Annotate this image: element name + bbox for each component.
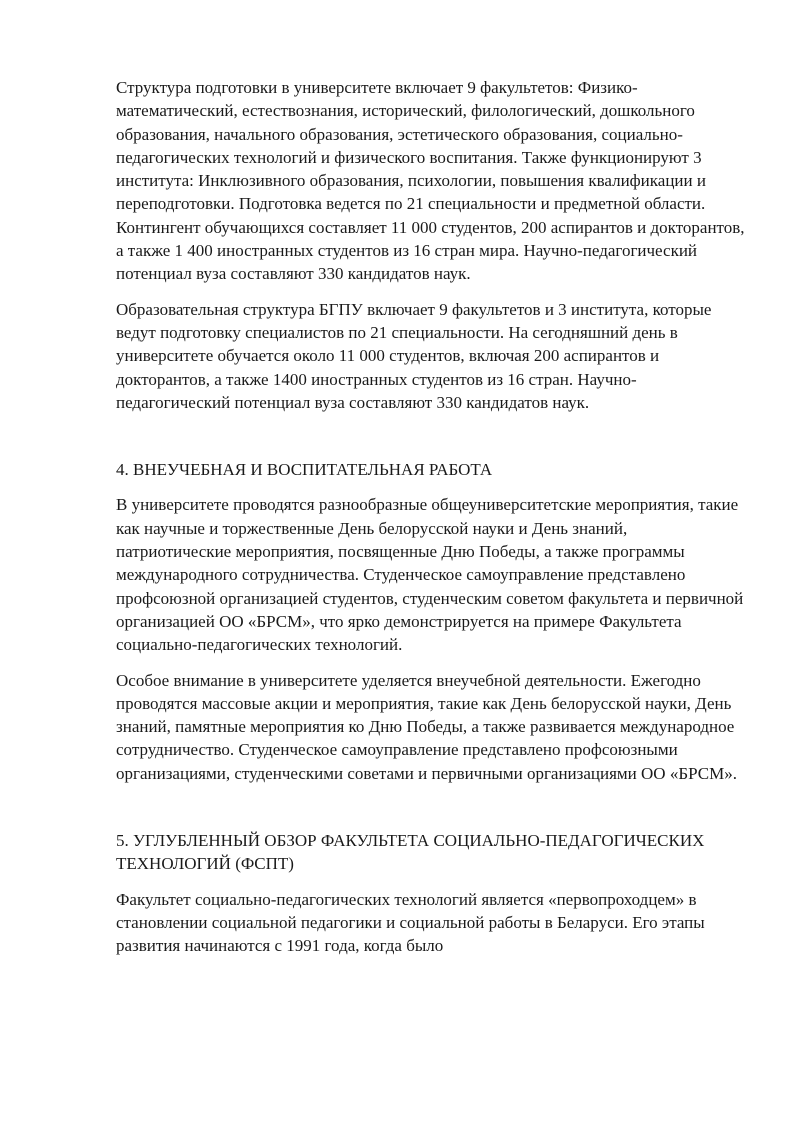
paragraph-university-events: В университете проводятся разнообразные общеуниверситетские мероприятия, такие как научные и торжественные День белорусской науки и День знаний, патриотические мероприятия, посвященные Дню Победы, а также программы международного сотрудничества. Студенческое самоуправление представлено профсоюзной организацией студентов, студенческим советом факультета и первичной организацией ОО «БРСМ», что ярко демонстрируется на примере Факультета социально-педагогических технологий.: [116, 495, 744, 655]
paragraph-educational-structure: Образовательная структура БГПУ включает 9 факультетов и 3 института, которые ведут подготовку специалистов по 21 специальности. На сегодняшний день в университете обучается около 11 000 студентов, включая 200 аспирантов и докторантов, а также 1400 иностранных студентов из 16 стран. Научно-педагогический потенциал вуза составляют 330 кандидатов наук.: [116, 299, 712, 412]
section-5-heading: 5. УГЛУБЛЕННЫЙ ОБЗОР ФАКУЛЬТЕТА СОЦИАЛЬНО-ПЕДАГОГИЧЕСКИХ ТЕХНОЛОГИЙ (ФСПТ): [116, 831, 705, 874]
section-4-heading: 4. ВНЕУЧЕБНАЯ И ВОСПИТАТЕЛЬНАЯ РАБОТА: [116, 460, 493, 480]
paragraph-faculty-structure: Структура подготовки в университете включает 9 факультетов: Физико-математический, естествознания, исторический, филологический, дошкольного образования, начального образования, эстетического образования, социально-педагогических технологий и физического воспитания. Также функционируют 3 института: Инклюзивного образования, психологии, повышения квалификации и переподготовки. Подготовка ведется по 21 специальности и предметной области. Контингент обучающихся составляет 11 000 студентов, 200 аспирантов и докторантов, а также 1 400 иностранных студентов из 16 стран мира. Научно-педагогический потенциал вуза составляют 330 кандидатов наук.: [116, 78, 745, 284]
paragraph-faculty-overview: Факультет социально-педагогических технологий является «первопроходцем» в становлении социальной педагогики и социальной работы в Беларуси. Его этапы развития начинаются с 1991 года, когда было: [116, 889, 705, 956]
paragraph-extracurricular: Особое внимание в университете уделяется внеучебной деятельности. Ежегодно проводятся массовые акции и мероприятия, такие как День белорусской науки, День знаний, памятные мероприятия ко Дню Победы, а также развивается международное сотрудничество. Студенческое самоуправление представлено профсоюзными организациями, студенческими советами и первичными организациями ОО «БРСМ».: [116, 670, 737, 783]
document-page: [116, 76, 746, 970]
